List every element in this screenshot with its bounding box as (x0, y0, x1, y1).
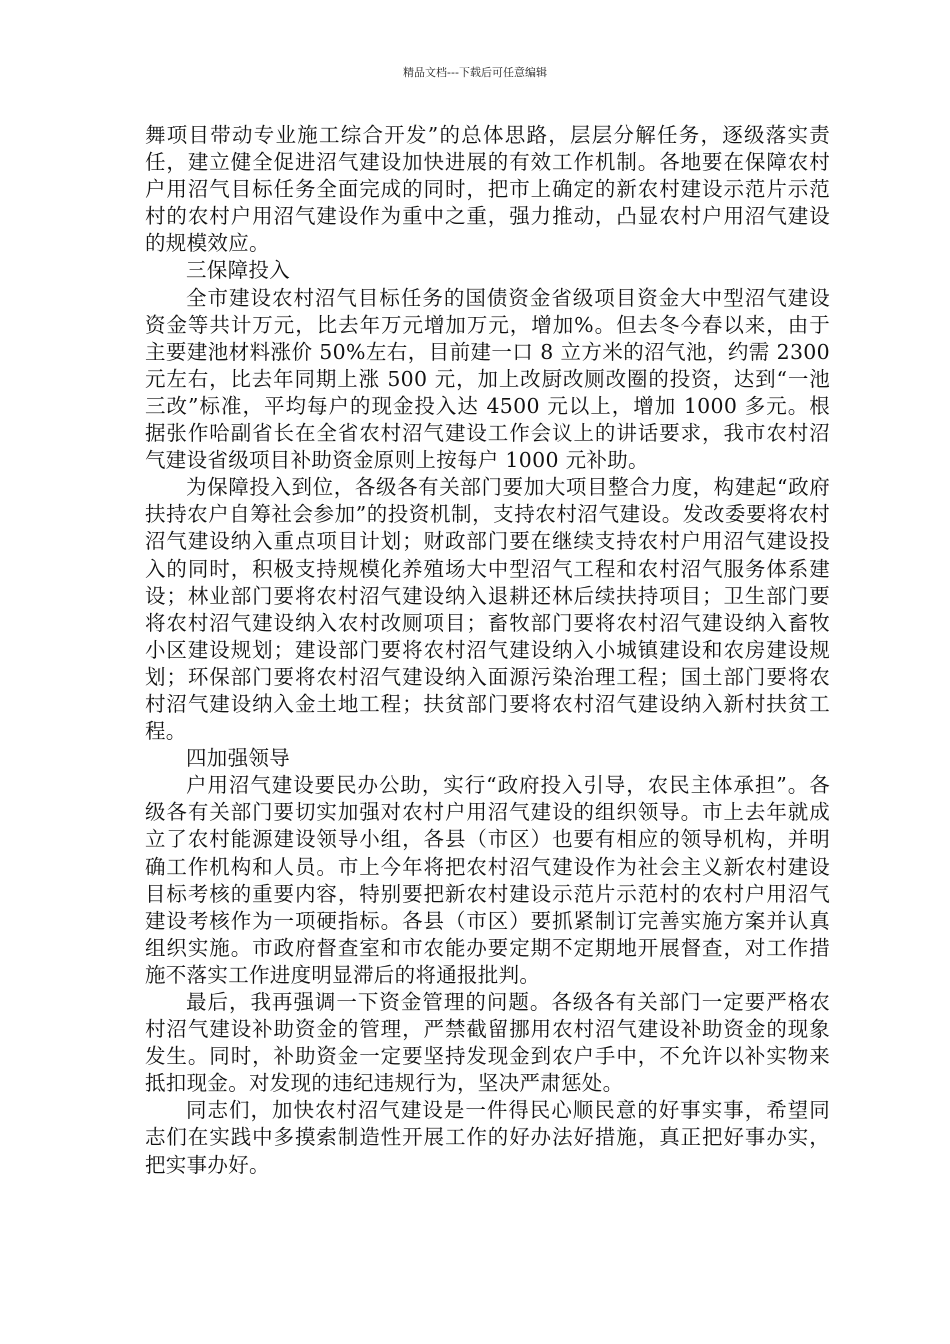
paragraph-continued: 舞项目带动专业施工综合开发”的总体思路，层层分解任务，逐级落实责任，建立健全促进沼气建设加快进展的有效工作机制。各地要在保障农村户用沼气目标任务全面完成的同时，把市上确定的新农村建设示范片示范村的农村户用沼气建设作为重中之重，强力推动，凸显农村户用沼气建设的规模效应。 (145, 123, 830, 256)
page-header: 精品文档---下载后可任意编辑 (403, 66, 547, 79)
section-heading-4: 四加强领导 (186, 746, 290, 771)
document-body (145, 122, 830, 1179)
paragraph: 最后，我再强调一下资金管理的问题。各级各有关部门一定要严格农村沼气建设补助资金的管理，严禁截留挪用农村沼气建设补助资金的现象发生。同时，补助资金一定要坚持发现金到农户手中，不允许以补实物来抵扣现金。对发现的违纪违规行为，坚决严肃惩处。 (145, 990, 830, 1096)
paragraph: 为保障投入到位，各级各有关部门要加大项目整合力度，构建起“政府扶持农户自筹社会参加”的投资机制，支持农村沼气建设。发改委要将农村沼气建设纳入重点项目计划；财政部门要在继续支持农村户用沼气建设投入的同时，积极支持规模化养殖场大中型沼气工程和农村沼气服务体系建设；林业部门要将农村沼气建设纳入退耕还林后续扶持项目；卫生部门要将农村沼气建设纳入农村改厕项目；畜牧部门要将农村沼气建设纳入畜牧小区建设规划；建设部门要将农村沼气建设纳入小城镇建设和农房建设规划；环保部门要将农村沼气建设纳入面源污染治理工程；国土部门要将农村沼气建设纳入金土地工程；扶贫部门要将农村沼气建设纳入新村扶贫工程。 (145, 475, 830, 744)
paragraph: 户用沼气建设要民办公助，实行“政府投入引导，农民主体承担”。各级各有关部门要切实加强对农村户用沼气建设的组织领导。市上去年就成立了农村能源建设领导小组，各县（市区）也要有相应的领导机构，并明确工作机构和人员。市上今年将把农村沼气建设作为社会主义新农村建设目标考核的重要内容，特别要把新农村建设示范片示范村的农村户用沼气建设考核作为一项硬指标。各县（市区）要抓紧制订完善实施方案并认真组织实施。市政府督查室和市农能办要定期不定期地开展督查，对工作措施不落实工作进度明显滞后的将通报批判。 (145, 773, 830, 987)
paragraph: 同志们，加快农村沼气建设是一件得民心顺民意的好事实事，希望同志们在实践中多摸索制造性开展工作的好办法好措施，真正把好事办实，把实事办好。 (145, 1098, 830, 1177)
paragraph: 全市建设农村沼气目标任务的国债资金省级项目资金大中型沼气建设资金等共计万元，比去年万元增加万元，增加%。但去冬今春以来，由于主要建池材料涨价 50%左右，目前建一口 8 立方米的沼气池，约需 2300 元左右，比去年同期上涨 500 元，加上改厨改厕改圈的投资，达到“一池三改”标准，平均每户的现金投入达 4500 元以上，增加 1000 多元。根据张作哈副省长在全省农村沼气建设工作会议上的讲话要求，我市农村沼气建设省级项目补助资金原则上按每户 1000 元补助。 (145, 285, 830, 473)
section-heading-3: 三保障投入 (186, 258, 290, 283)
